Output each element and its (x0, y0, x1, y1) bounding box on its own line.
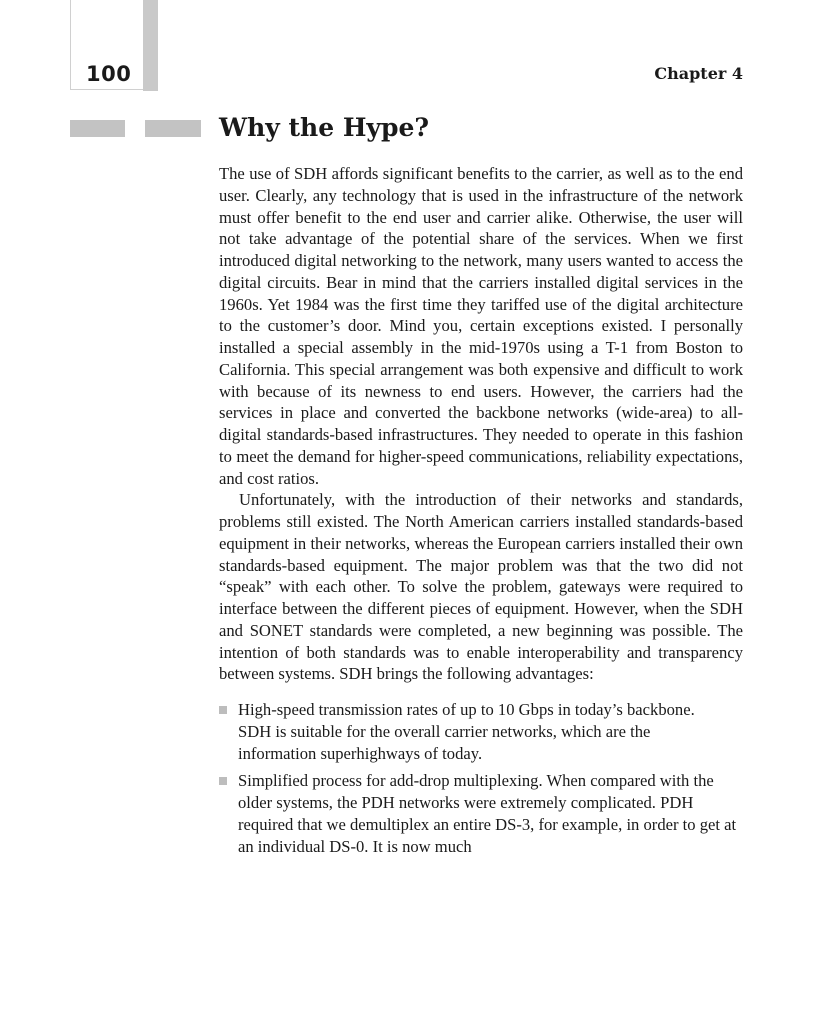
bullet-list (219, 699, 743, 857)
heading-decoration-bar (145, 120, 201, 137)
list-item-text: Simplified process for add-drop multiplexing. When compared with the older systems, the PDH networks were extremely complicated. PDH required that we demultiplex an entire DS-3, for example, in order to get at an individual DS-0. It is now much (238, 771, 737, 856)
bullet-square-icon (219, 706, 227, 714)
page-number: 100 (86, 62, 132, 86)
list-item-text: High-speed transmission rates of up to 10 Gbps in today’s backbone. SDH is suitable for the overall carrier networks, which are the information superhighways of today. (238, 700, 695, 763)
bullet-square-icon (219, 777, 227, 785)
section-title: Why the Hype? (219, 113, 429, 142)
list-item (219, 699, 718, 764)
chapter-label: Chapter 4 (654, 64, 743, 83)
list-item (219, 770, 743, 857)
heading-decoration-bar (70, 120, 125, 137)
paragraph: The use of SDH affords significant benefits to the carrier, as well as to the end user. Clearly, any technology that is used in the infrastructure of the network must offer benefit to the end user and carrier alike. Otherwise, the user will not take advantage of the potential share of the services. When we first introduced digital networking to the network, many users wanted to access the digital circuits. Bear in mind that the carriers installed digital services in the 1960s. Yet 1984 was the first time they tariffed use of the digital architecture to the customer’s door. Mind you, certain exceptions existed. I personally installed a special assembly in the mid-1970s using a T-1 from Boston to California. This special arrangement was both expensive and difficult to work with because of its newness to end users. However, the carriers had the services in place and converted the backbone networks (wide-area) to all-digital standards-based infrastructures. They needed to operate in this fashion to meet the demand for higher-speed communications, reliability expectations, and cost ratios. (219, 164, 743, 488)
body-text (219, 163, 743, 863)
paragraph: Unfortunately, with the introduction of their networks and standards, problems still existed. The North American carriers installed standards-based equipment in their networks, whereas the European carriers installed their own standards-based equipment. The major problem was that the two did not “speak” with each other. To solve the problem, gateways were required to interface between the different pieces of equipment. However, when the SDH and SONET standards were completed, a new beginning was possible. The intention of both standards was to enable interoperability and transparency between systems. SDH brings the following advantages: (219, 490, 743, 684)
page-number-bar (143, 0, 158, 91)
